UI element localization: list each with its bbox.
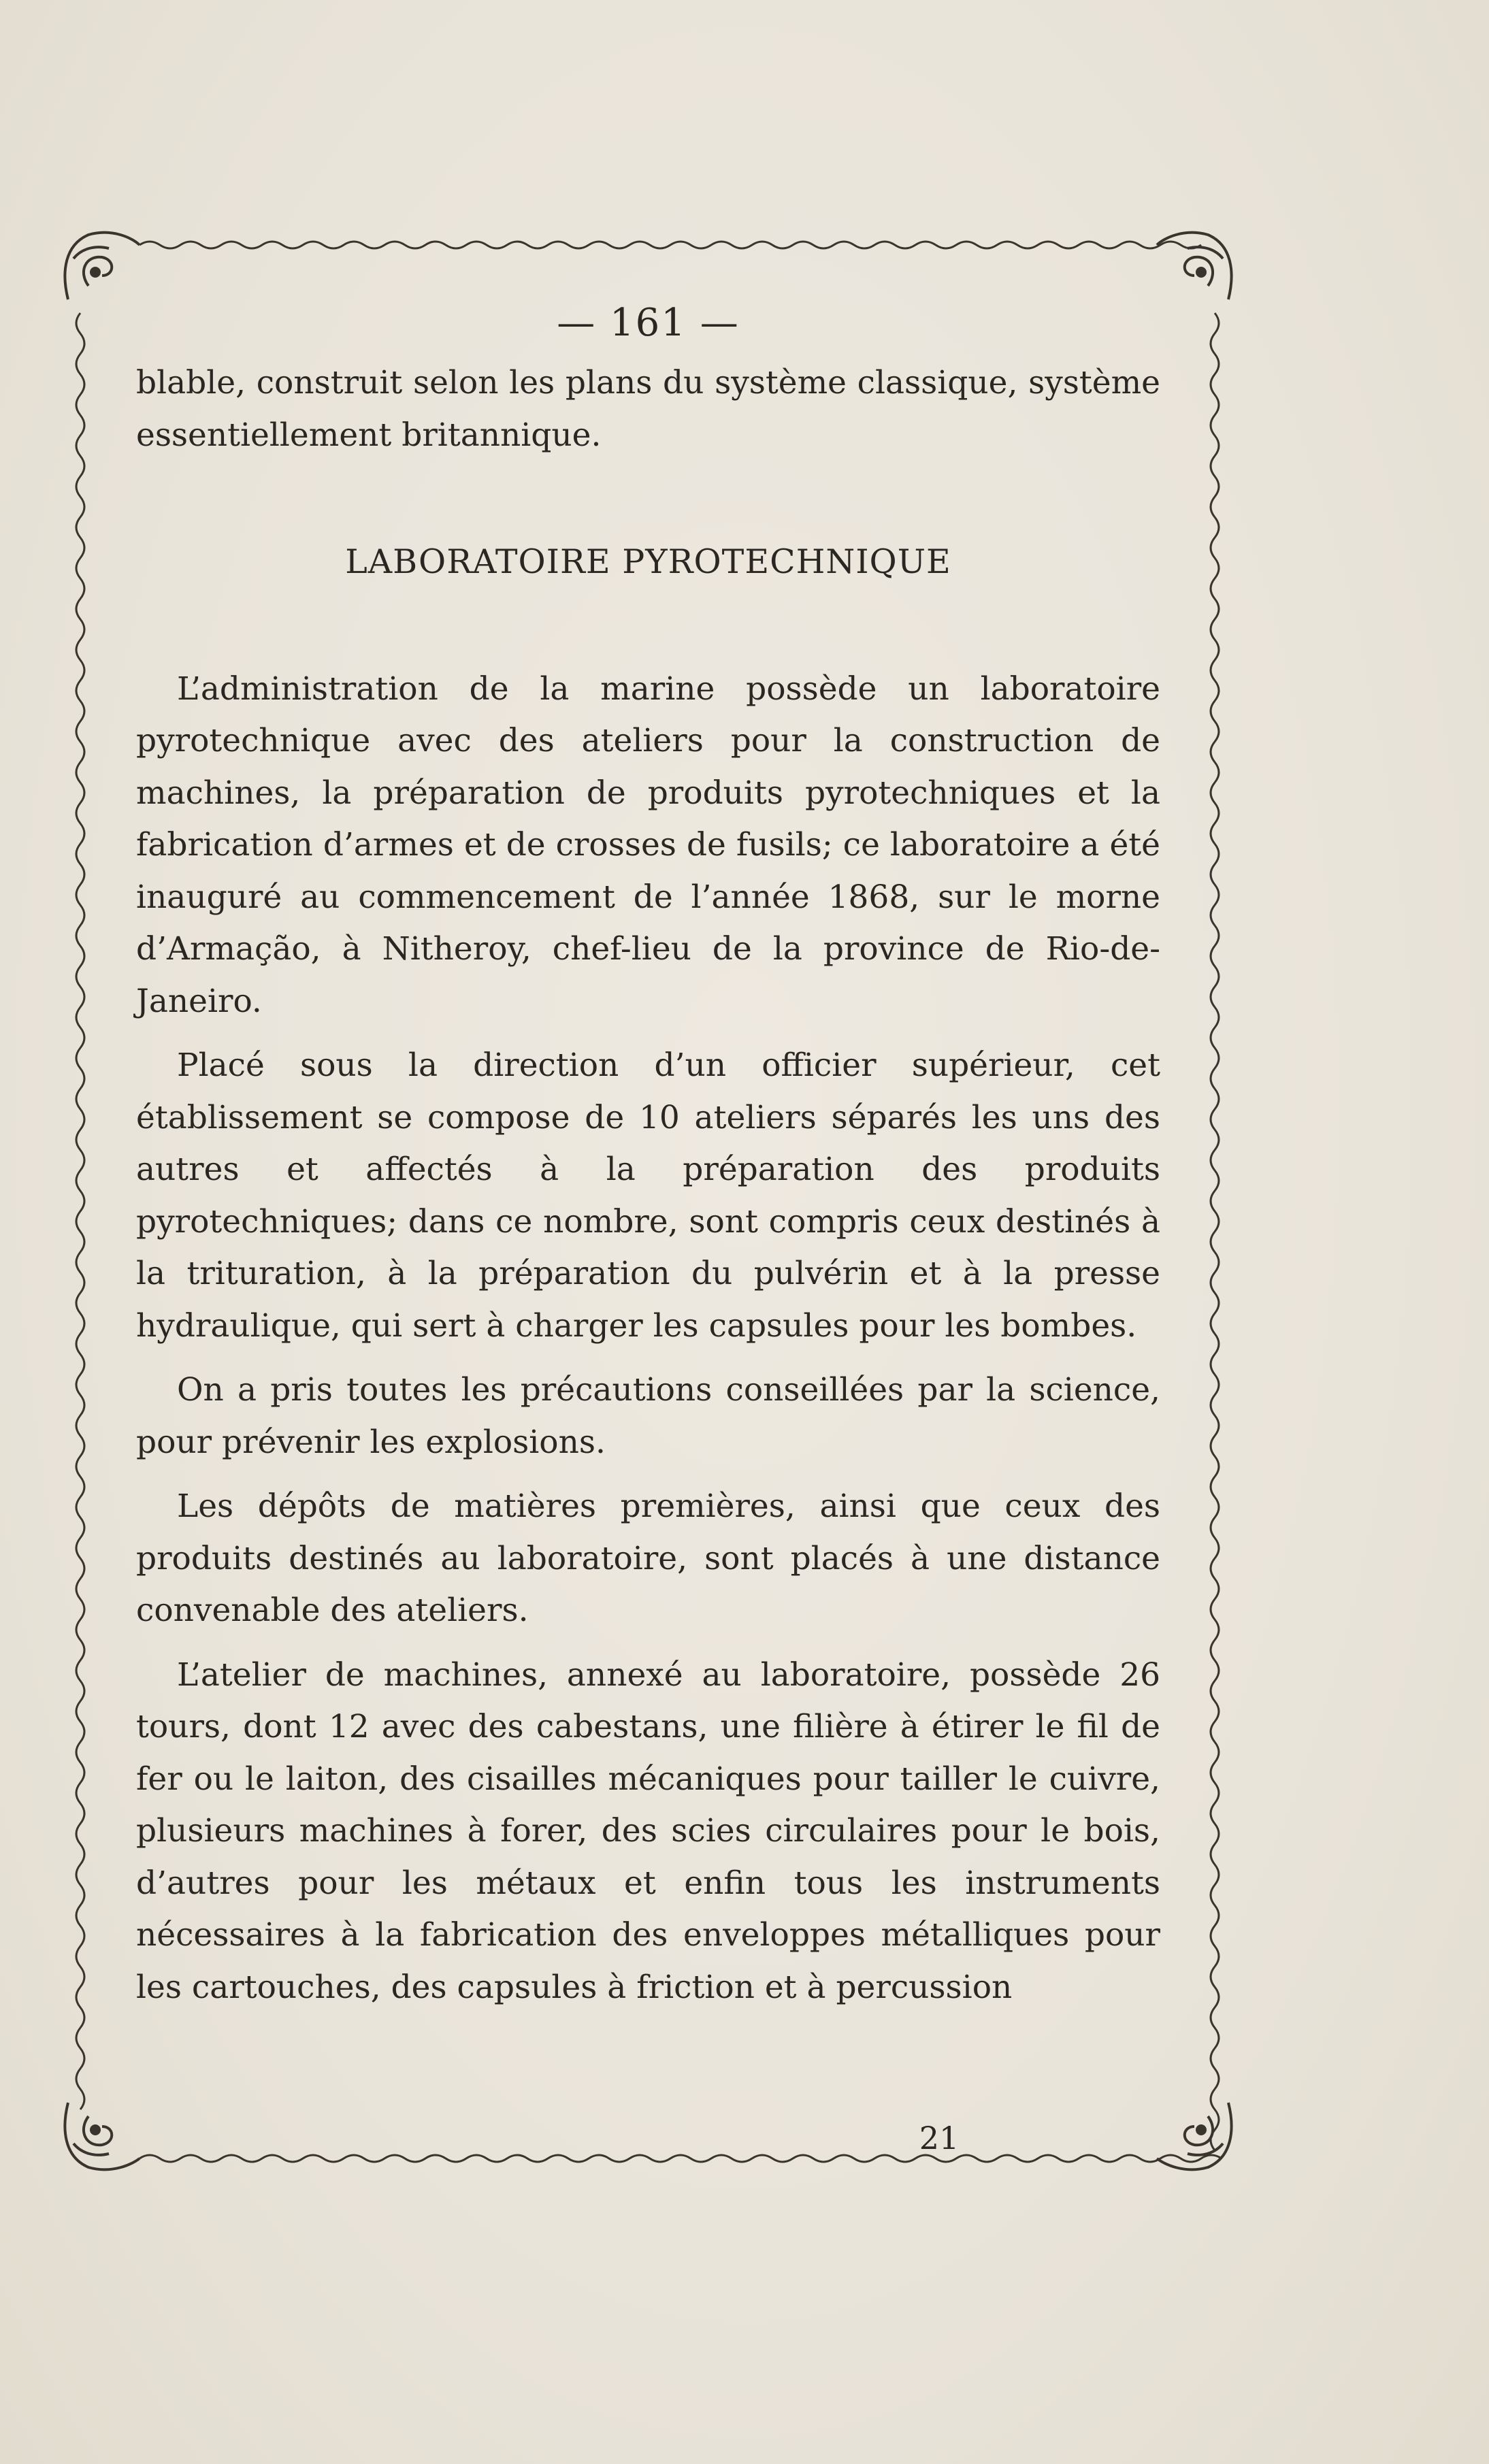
page-number: — 161 — bbox=[557, 301, 740, 345]
corner-ornament-bottom-right bbox=[1157, 2103, 1232, 2169]
paragraph-2: Placé sous la direction d’un officier supérieur, cet établissement se compose de 10 ateliers séparés les uns des autres et affectés à la préparation des produits pyrotechniques; dans ce nombre, sont compris ceux destinés à la trituration, à la préparation du pulvérin et à la presse hydraulique, qui sert à charger les capsules pour les bombes. bbox=[136, 1047, 1160, 1345]
signature-mark: 21 bbox=[919, 2120, 960, 2156]
corner-ornament-bottom-left bbox=[65, 2103, 140, 2169]
top-border-rule bbox=[140, 242, 1201, 248]
paragraph-4: Les dépôts de matières premières, ainsi que ceux des produits destinés au laboratoire, sont placés à une distance convenable des ateliers. bbox=[136, 1488, 1160, 1629]
paragraph-1: L’administration de la marine possède un laboratoire pyrotechnique avec des ateliers pour la construction de machines, la préparation de produits pyrotechniques et la fabrication d’armes et de crosses de fusils; ce laboratoire a été inauguré au commencement de l’année 1868, sur le morne d’Armação, à Nitheroy, chef-lieu de la province de Rio-de-Janeiro. bbox=[136, 670, 1160, 1020]
right-border-rule bbox=[1211, 313, 1219, 2150]
page-body bbox=[136, 289, 1160, 2014]
paragraph-3: On a pris toutes les précautions conseillées par la science, pour prévenir les explosions. bbox=[136, 1371, 1160, 1461]
corner-ornament-top-left bbox=[65, 233, 140, 299]
paragraph-5: L’atelier de machines, annexé au laboratoire, possède 26 tours, dont 12 avec des cabestans, une filière à étirer le fil de fer ou le laiton, des cisailles mécaniques pour tailler le cuivre, plusieurs machines à forer, des scies circulaires pour le bois, d’autres pour les métaux et enfin tous les instruments nécessaires à la fabrication des enveloppes métalliques pour les cartouches, des capsules à friction et à percussion bbox=[136, 1656, 1160, 2006]
section-heading: LABORATOIRE PYROTECHNIQUE bbox=[345, 542, 951, 581]
left-border-rule bbox=[76, 313, 84, 2109]
intro-paragraph: blable, construit selon les plans du système classique, système essentiellement britannique. bbox=[136, 364, 1160, 454]
bottom-border-rule bbox=[140, 2155, 1222, 2162]
